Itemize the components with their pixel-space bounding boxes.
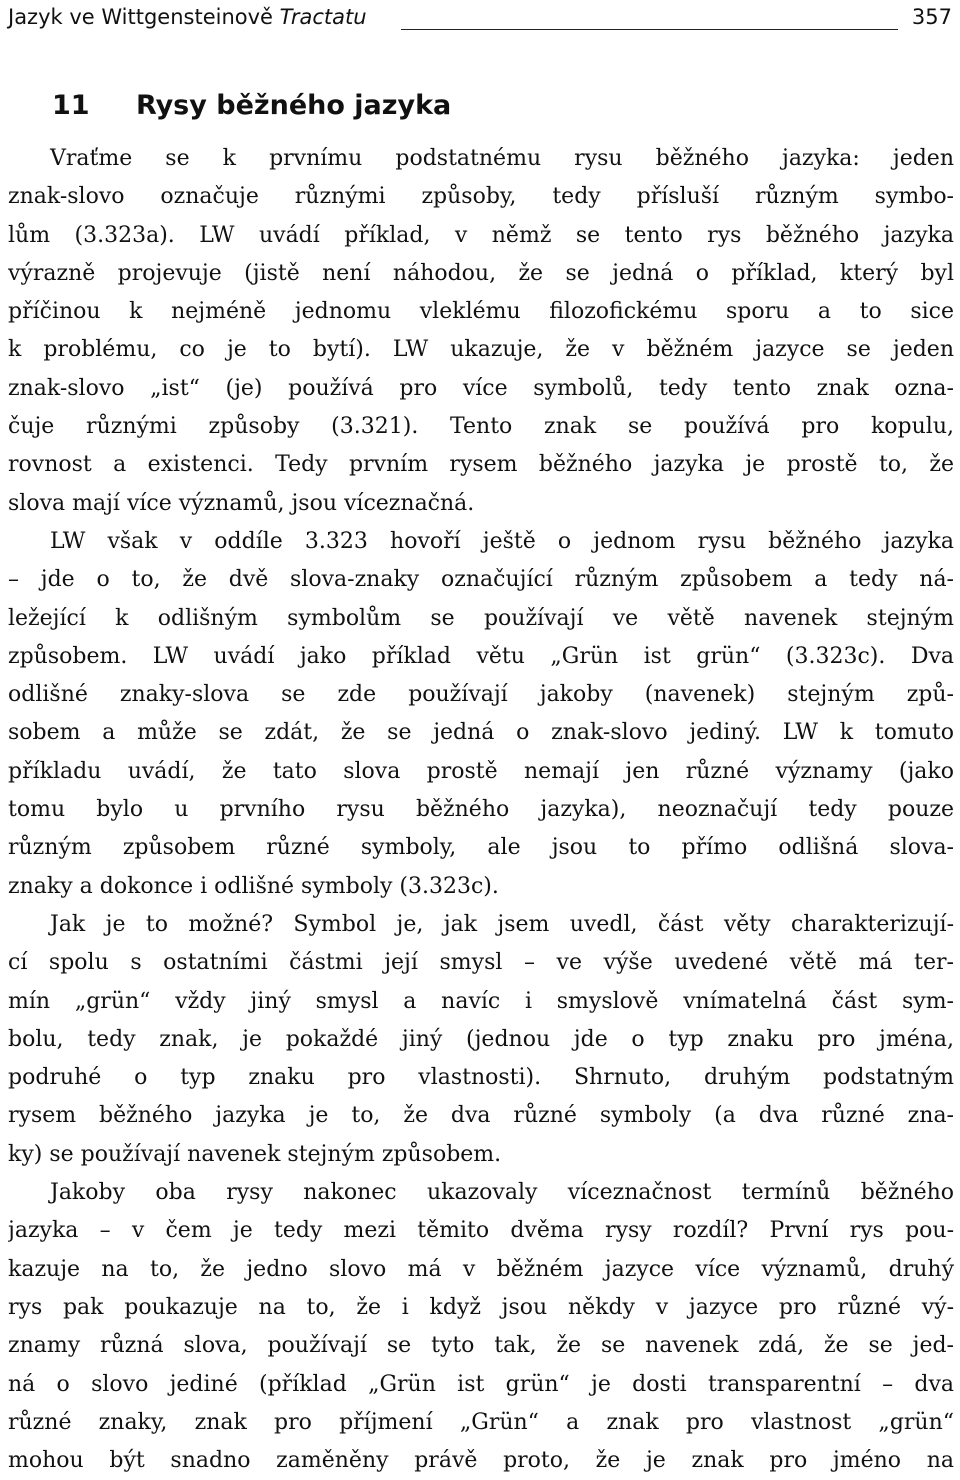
header-rule <box>401 29 898 30</box>
text-line: znak-slovo „ist“ (je) používá pro více symbolů, tedy tento znak ozna- <box>8 375 954 401</box>
text-line: znak-slovo označuje různými způsoby, tedy přísluší různým symbo- <box>8 184 954 210</box>
running-header <box>8 4 956 34</box>
text-line: různým způsobem různé symboly, ale jsou to přímo odlišná slova- <box>8 835 954 861</box>
chapter-number: 11 <box>52 90 90 121</box>
text-line: rovnost a existenci. Tedy prvním rysem běžného jazyka je prostě to, že <box>8 452 954 478</box>
text-line: různé znaky, znak pro příjmení „Grün“ a znak pro vlastnost „grün“ <box>8 1409 954 1435</box>
text-line: lům (3.323a). LW uvádí příklad, v němž se tento rys běžného jazyka <box>8 222 954 248</box>
running-title-text: Jazyk ve Wittgensteinově <box>8 5 280 29</box>
text-line: ky) se používají navenek stejným způsobem. <box>8 1141 502 1167</box>
text-line: cí spolu s ostatními částmi její smysl – ve výše uvedené větě má ter- <box>8 950 954 976</box>
text-line: odlišné znaky-slova se zde používají jakoby (navenek) stejným způ- <box>8 682 954 708</box>
text-line: jazyka – v čem je tedy mezi těmito dvěma rysy rozdíl? První rys pou- <box>8 1218 954 1244</box>
text-line: bolu, tedy znak, je pokaždé jiný (jednou jde o typ znaku pro jména, <box>8 1026 954 1052</box>
body-text <box>8 140 954 1480</box>
text-line: Vraťme se k prvnímu podstatnému rysu běžného jazyka: jeden <box>50 146 954 171</box>
text-line: způsobem. LW uvádí jako příklad větu „Grün ist grün“ (3.323c). Dva <box>8 643 954 669</box>
text-line: ná o slovo jediné (příklad „Grün ist grün“ je dosti transparentní – dva <box>8 1371 954 1397</box>
text-line: Jak je to možné? Symbol je, jak jsem uvedl, část věty charakterizují- <box>50 911 954 937</box>
text-line: čuje různými způsoby (3.321). Tento znak se používá pro kopulu, <box>8 414 954 440</box>
text-line: LW však v oddíle 3.323 hovoří ještě o jednom rysu běžného jazyka <box>50 528 954 554</box>
text-line: k problému, co je to bytí). LW ukazuje, že v běžném jazyce se jeden <box>8 337 954 363</box>
text-line: příkladu uvádí, že tato slova prostě nemají jen různé významy (jako <box>8 758 954 784</box>
text-line: příčinou k nejméně jednomu vleklému filozofickému sporu a to sice <box>8 299 954 325</box>
chapter-heading <box>52 88 451 124</box>
text-line: sobem a může se zdát, že se jedná o znak-slovo jediný. LW k tomuto <box>8 720 954 746</box>
text-line: rysem běžného jazyka je to, že dva různé symboly (a dva různé zna- <box>8 1103 954 1129</box>
text-line: ležející k odlišným symbolům se používají ve větě navenek stejným <box>8 605 954 631</box>
text-line: podruhé o typ znaku pro vlastnosti). Shrnuto, druhým podstatným <box>8 1065 954 1091</box>
text-line: slova mají více významů, jsou víceznačná. <box>8 490 475 516</box>
running-title <box>8 4 367 30</box>
text-line: rys pak poukazuje na to, že i když jsou někdy v jazyce pro různé vý- <box>8 1294 954 1320</box>
chapter-title: Rysy běžného jazyka <box>136 90 452 121</box>
text-line: znaky a dokonce i odlišné symboly (3.323c). <box>8 873 499 899</box>
text-line: mín „grün“ vždy jiný smysl a navíc i smyslově vnímatelná část sym- <box>8 988 954 1014</box>
text-line: znamy různá slova, používají se tyto tak, že se navenek zdá, že se jed- <box>8 1333 954 1359</box>
page-number: 357 <box>911 5 952 29</box>
running-title-italic: Tractatu <box>279 5 367 29</box>
text-line: Jakoby oba rysy nakonec ukazovaly víceznačnost termínů běžného <box>50 1180 954 1206</box>
text-line: mohou být snadno zaměněny právě proto, že je znak pro jméno na <box>8 1448 954 1474</box>
text-line: kazuje na to, že jedno slovo má v běžném jazyce více významů, druhý <box>8 1256 954 1282</box>
text-line: výrazně projevuje (jistě není náhodou, že se jedná o příklad, který byl <box>8 260 954 286</box>
text-line: tomu bylo u prvního rysu běžného jazyka), neoznačují tedy pouze <box>8 797 954 823</box>
text-line: – jde o to, že dvě slova-znaky označující různým způsobem a tedy ná- <box>8 567 954 593</box>
